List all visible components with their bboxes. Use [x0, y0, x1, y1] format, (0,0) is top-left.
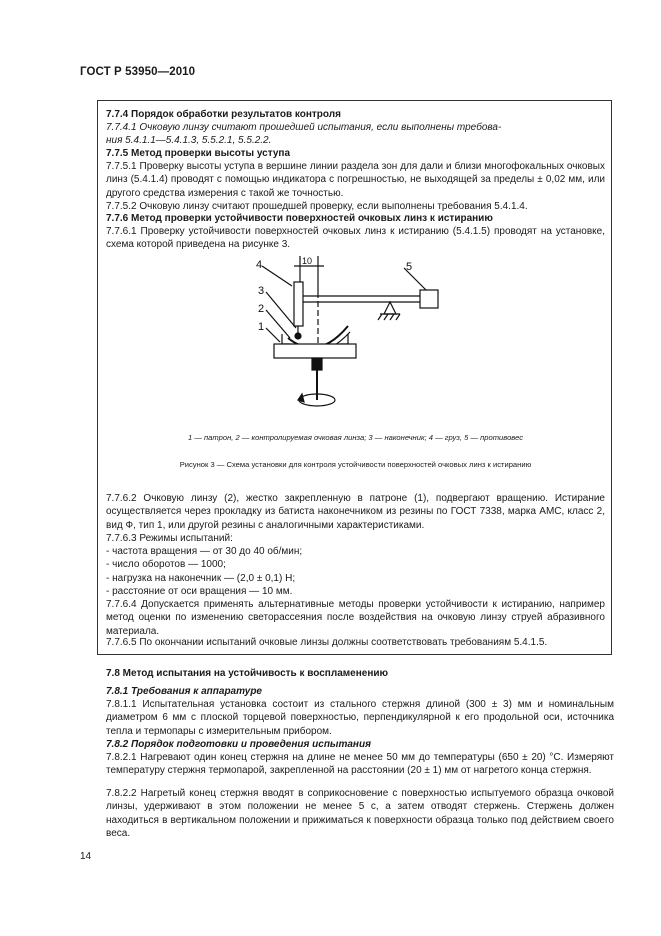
- para-7-7-6-5: 7.7.6.5 По окончании испытаний очковые линзы должны соответствовать требованиям 5.4.1.5.: [106, 637, 548, 648]
- label-5: 5: [406, 261, 413, 273]
- figure-legend: 1 — патрон, 2 — контролируемая очковая линза; 3 — наконечник; 4 — груз, 5 — противовес: [187, 433, 524, 442]
- leader-line-2: [266, 310, 290, 338]
- weight-part-4: [294, 282, 303, 326]
- para-7-7-6-4: 7.7.6.4 Допускается применять альтернативные методы проверки устойчивости к истиранию, например метод оценки по изменению светорассеяния после воздействия на очковую линзу струей абразивного материала.: [106, 599, 605, 637]
- para-7-7-4-1: 7.7.4.1 Очковую линзу считают прошедшей испытания, если выполнены требова-: [106, 122, 502, 133]
- list-item: - частота вращения — от 30 до 40 об/мин;: [106, 546, 303, 557]
- para-7-8-2-2: 7.8.2.2 Нагретый конец стержня вводят в соприкосновение с поверхностью испытуемого образца очковой линзы, удерживают в этом положении не менее 5 с, а затем отводят стержень. Стержень должен находиться в вертикальном положении и прижиматься к поверхности образца только под действием своего веса.: [106, 788, 614, 840]
- tip-part-3: [295, 333, 301, 339]
- para-7-7-6-3: 7.7.6.3 Режимы испытаний:: [106, 533, 233, 544]
- para-7-8-2-1: 7.8.2.1 Нагревают один конец стержня на длине не менее 50 мм до температуры (650 ± 20) °С. Измеряют температуру стержня термопарой, закрепленной на расстоянии (20 ± 1) мм от нагретого конца стержня.: [106, 752, 614, 777]
- heading-7-8-1: 7.8.1 Требования к аппаратуре: [106, 686, 262, 697]
- list-item: - расстояние от оси вращения — 10 мм.: [106, 586, 293, 598]
- para-7-8-1-1: 7.8.1.1 Испытательная установка состоит из стального стержня длиной (300 ± 3) мм и номинальным диаметром 6 мм с плоской торцевой поверхностью, перпендикулярной к его продольной оси, источника тепла и термопары с измерительным прибором.: [106, 699, 614, 737]
- para-7-7-4-1-cont: ния 5.4.1.1—5.4.1.3, 5.5.2.1, 5.5.2.2.: [106, 135, 272, 146]
- figure-3-diagram: [240, 252, 450, 420]
- para-7-7-6-1: 7.7.6.1 Проверку устойчивости поверхностей очковых линз к истиранию (5.4.1.5) проводят на установке, схема которой приведена на рисунке 3.: [106, 226, 605, 251]
- label-3: 3: [258, 285, 265, 297]
- heading-7-8: 7.8 Метод испытания на устойчивость к воспламенению: [106, 668, 389, 679]
- pivot-hatch-2: [384, 314, 388, 320]
- para-7-7-5-2: 7.7.5.2 Очковую линзу считают прошедшей проверку, если выполнены требования 5.4.1.4.: [106, 201, 528, 212]
- rotation-arrowhead: [298, 394, 304, 402]
- counterweight-part-5: [420, 290, 438, 308]
- figure-caption: Рисунок 3 — Схема установки для контроля устойчивости поверхностей очковых линз к истиранию: [179, 460, 532, 469]
- heading-7-8-2: 7.8.2 Порядок подготовки и проведения испытания: [106, 739, 371, 750]
- page-header-title: ГОСТ Р 53950—2010: [80, 66, 196, 78]
- pivot-hatch-4: [396, 314, 400, 320]
- pivot-hatch-1: [378, 314, 382, 320]
- test-modes-list: [106, 545, 605, 599]
- heading-7-7-4: 7.7.4 Порядок обработки результатов контроля: [106, 109, 341, 120]
- label-2: 2: [258, 303, 265, 315]
- leader-line-1: [266, 328, 280, 342]
- heading-7-7-5: 7.7.5 Метод проверки высоты уступа: [106, 148, 291, 159]
- dimension-label: 10: [302, 256, 313, 266]
- list-item: - число оборотов — 1000;: [106, 559, 226, 571]
- leader-line-3: [266, 292, 296, 328]
- para-7-7-6-2: 7.7.6.2 Очковую линзу (2), жестко закрепленную в патроне (1), подвергают вращению. Истирание осуществляется через прокладку из батиста наконечником из резины по ГОСТ 7338, марка АМС, класс 2, вид Ф, тип 1, или другой резины с аналогичными характеристиками.: [106, 493, 605, 531]
- pivot-hatch-3: [390, 314, 394, 320]
- leader-line-4: [262, 266, 292, 286]
- page-number: 14: [80, 851, 92, 862]
- para-7-7-5-1: 7.7.5.1 Проверку высоты уступа в вершине линии раздела зон для дали и близи многофокальных очковых линз (5.4.1.4) проводят с помощью индикатора с погрешностью, не выходящей за пределы ± 0,02 мм, или другого средства измерения с такой же точностью.: [106, 161, 605, 199]
- label-1: 1: [258, 321, 265, 333]
- heading-7-7-6: 7.7.6 Метод проверки устойчивости поверхностей очковых линз к истиранию: [106, 213, 493, 224]
- list-item: - нагрузка на наконечник — (2,0 ± 0,1) Н;: [106, 572, 296, 584]
- spindle-block: [312, 358, 322, 370]
- pivot-support: [384, 302, 396, 314]
- chuck-body-part-1: [274, 344, 356, 358]
- label-4: 4: [256, 259, 263, 271]
